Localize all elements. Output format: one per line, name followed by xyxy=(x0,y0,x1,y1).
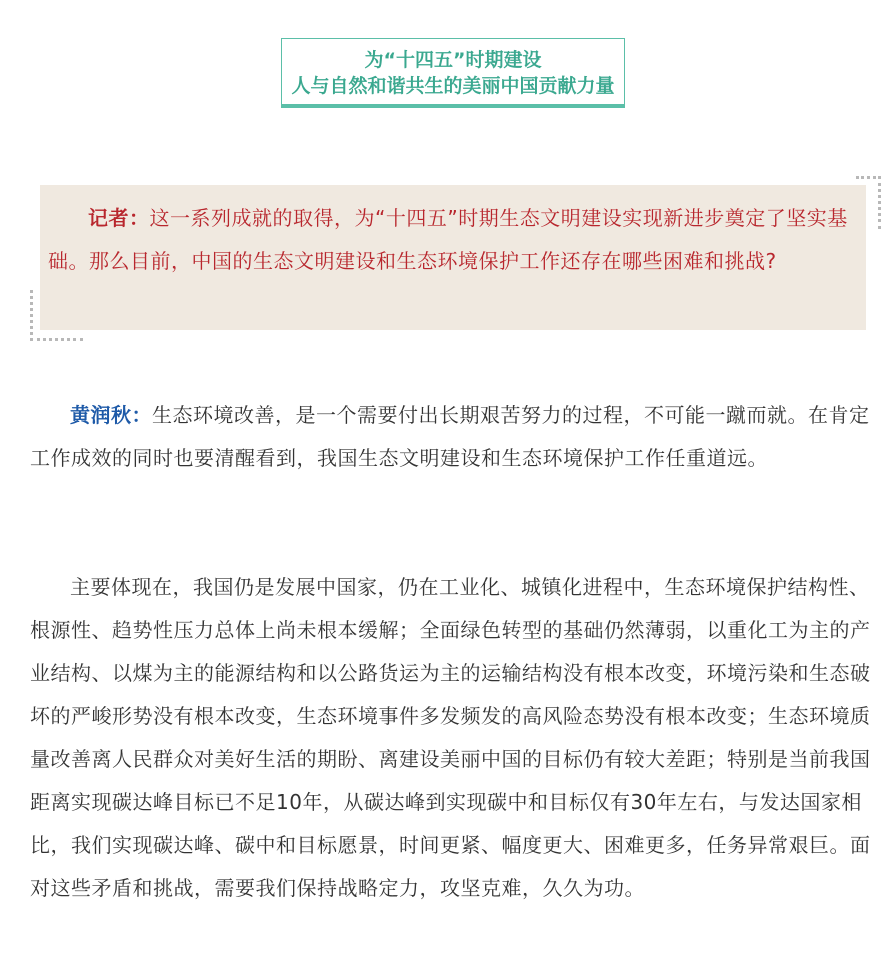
answer-block-2 xyxy=(30,566,878,910)
answer-paragraph-2: 主要体现在，我国仍是发展中国家，仍在工业化、城镇化进程中，生态环境保护结构性、根源性、趋势性压力总体上尚未根本缓解；全面绿色转型的基础仍然薄弱，以重化工为主的产业结构、以煤为主的能源结构和以公路货运为主的运输结构没有根本改变，环境污染和生态破坏的严峻形势没有根本改变，生态环境事件多发频发的高风险态势没有根本改变；生态环境质量改善离人民群众对美好生活的期盼、离建设美丽中国的目标仍有较大差距；特别是当前我国距离实现碳达峰目标已不足10年，从碳达峰到实现碳中和目标仅有30年左右，与发达国家相比，我们实现碳达峰、碳中和目标愿景，时间更紧、幅度更大、困难更多，任务异常艰巨。面对这些矛盾和挑战，需要我们保持战略定力，攻坚克难，久久为功。 xyxy=(30,575,871,900)
answer-paragraph-1 xyxy=(30,394,878,480)
question-text: 这一系列成就的取得，为“十四五”时期生态文明建设实现新进步奠定了坚实基础。那么目前，中国的生态文明建设和生态环境保护工作还存在哪些困难和挑战? xyxy=(48,206,848,273)
question-paragraph xyxy=(48,197,858,283)
answer-block-1 xyxy=(30,394,878,480)
section-title-line-2: 人与自然和谐共生的美丽中国贡献力量 xyxy=(291,75,615,97)
question-speaker: 记者： xyxy=(88,206,150,230)
question-box xyxy=(40,185,866,330)
section-title-box xyxy=(281,38,625,108)
answer-speaker: 黄润秋： xyxy=(70,403,152,427)
section-title-line-1: 为“十四五”时期建设 xyxy=(364,49,542,71)
answer-text-1: 生态环境改善，是一个需要付出长期艰苦努力的过程，不可能一蹴而就。在肯定工作成效的同时也要清醒看到，我国生态文明建设和生态环境保护工作任重道远。 xyxy=(30,403,870,470)
